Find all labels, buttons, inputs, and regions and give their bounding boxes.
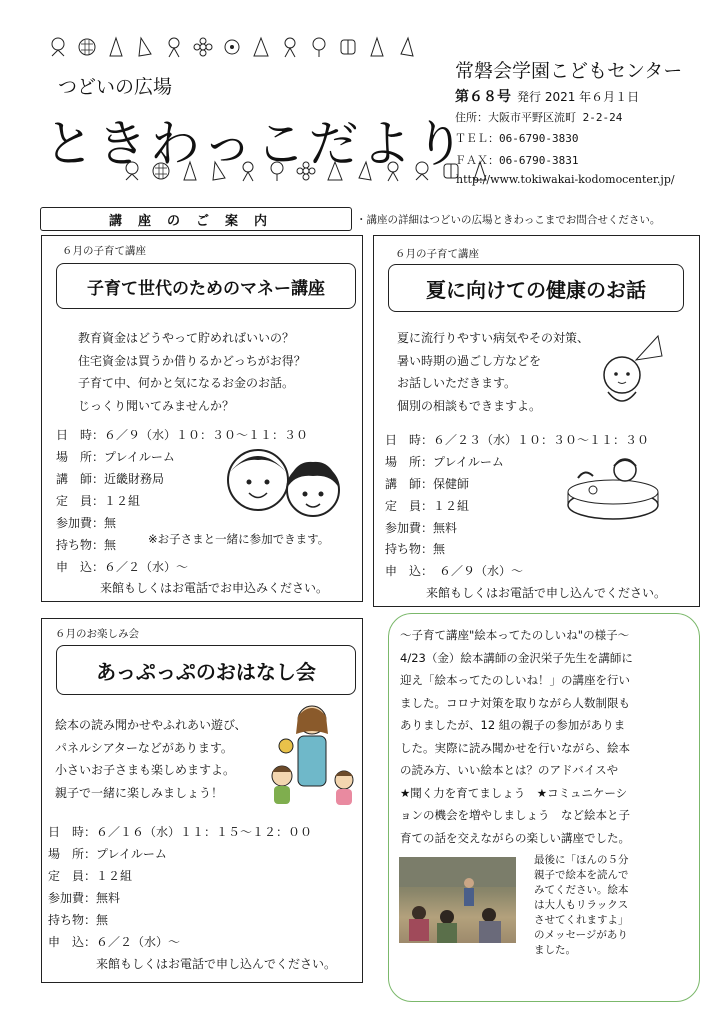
course-intro: [78, 327, 306, 417]
doodle-face-icon: [122, 160, 142, 182]
organization-name: 常磐会学園こどもセンター: [455, 60, 683, 82]
course-intro: [55, 714, 247, 804]
intro-line: 親子で一緒に楽しみましょう！: [55, 785, 224, 800]
doodle-rocket-icon: [106, 36, 126, 58]
course-place: 場 所：プレイルーム: [48, 847, 167, 861]
doodle-face-icon: [267, 160, 287, 182]
doodle-flower-icon: [296, 160, 316, 182]
doodle-rocket-icon: [135, 36, 155, 58]
course-apply-method: 来館もしくはお電話でお申込みください。: [100, 581, 329, 595]
intro-line: 住宅資金は買うか借りるかどっちがお得？: [78, 353, 306, 368]
doodle-rocket-icon: [325, 160, 345, 182]
intro-line: 子育て中、何かと気になるお金のお話。: [78, 376, 295, 390]
children-faces-illustration: [213, 438, 348, 523]
course-apply-method: 来館もしくはお電話で申し込んでください。: [426, 586, 667, 600]
course-tag: ６月の子育て講座: [62, 245, 146, 257]
intro-line: お話しいただきます。: [397, 376, 517, 390]
course-capacity: 定 員：１２組: [48, 869, 133, 883]
page-title: ときわっこだより: [44, 115, 468, 173]
doodle-doll-icon: [383, 160, 403, 182]
intro-line: 絵本の読み聞かせやふれあい遊び、: [55, 718, 247, 732]
doodle-rocket-icon: [396, 36, 416, 58]
doodle-doll-icon: [238, 160, 258, 182]
doodle-ball-icon: [338, 36, 358, 58]
report-line: した。実際に読み聞かせを行いながら、絵本: [400, 740, 630, 755]
course-date: 日 時：６／９（水）１０：３０～１１：３０: [56, 428, 309, 442]
course-bring: 持ち物：無: [385, 542, 446, 556]
course-place: 場 所：プレイルーム: [56, 450, 175, 464]
intro-line: じっくり聞いてみませんか？: [78, 398, 235, 413]
course-lecturer: 講 師：保健師: [385, 477, 470, 491]
address: 住所：大阪市平野区流町 2-2-24: [455, 111, 623, 124]
course-bring: 持ち物：無: [56, 538, 117, 552]
fax: ＦＡＸ：06-6790-3831: [455, 154, 579, 167]
course-apply: 申 込：６／２（水）～: [48, 935, 181, 949]
course-title: [388, 264, 684, 312]
doodle-doll-icon: [164, 36, 184, 58]
doodle-face-icon: [48, 36, 68, 58]
doodle-rocket-icon: [251, 36, 271, 58]
course-bring: 持ち物：無: [48, 913, 109, 927]
course-note: ※お子さまと一緒に参加できます。: [148, 532, 330, 546]
doodle-rocket-icon: [367, 36, 387, 58]
section-banner: [40, 207, 352, 231]
doodle-rocket-icon: [209, 160, 229, 182]
baby-with-fan-illustration: [596, 330, 666, 410]
report-line: ョンの機会を増やしましょう など絵本と子: [400, 808, 630, 822]
course-date: 日 時：６／２３（水）１０：３０～１１：３０: [385, 433, 650, 447]
doodle-doll-icon: [280, 36, 300, 58]
doodle-ball-icon: [151, 160, 171, 182]
header-subtitle: つどいの広場: [58, 76, 173, 98]
course-intro: [397, 327, 589, 417]
doodle-face-icon: [309, 36, 329, 58]
course-capacity: 定 員：１２組: [385, 499, 470, 513]
course-capacity: 定 員：１２組: [56, 494, 141, 508]
intro-line: 教育資金はどうやって貯めればいいの？: [78, 331, 295, 345]
course-apply: 申 込： ６／９（水）～: [385, 564, 524, 578]
caption-line: みてください。絵本: [534, 884, 629, 896]
course-place: 場 所：プレイルーム: [385, 455, 504, 469]
doodle-face-icon: [412, 160, 432, 182]
doodle-ball-icon: [77, 36, 97, 58]
child-in-pool-illustration: [563, 450, 663, 525]
doodle-row-bottom: [122, 160, 490, 182]
course-tag: ６月のお楽しみ会: [55, 628, 139, 640]
report-line: ★聞く力を育てましょう ★コミュニケーシ: [400, 785, 628, 800]
course-title: [56, 263, 356, 309]
doodle-rocket-icon: [180, 160, 200, 182]
intro-line: 小さいお子さまも楽しめますよ。: [55, 763, 236, 777]
doodle-row-top: [48, 36, 416, 58]
caption-line: 最後に「ほんの５分: [534, 854, 629, 866]
intro-line: 個別の相談もできますよ。: [397, 398, 542, 413]
issue-number: 第６８号: [455, 89, 511, 105]
intro-line: 暑い時期の過ごし方などを: [397, 353, 542, 368]
report-heading: ～子育て講座"絵本ってたのしいね"の様子～: [400, 628, 630, 642]
course-apply-method: 来館もしくはお電話で申し込んでください。: [96, 957, 337, 971]
course-fee: 参加費：無料: [385, 521, 458, 535]
report-line: 4/23（金）絵本講師の金沢栄子先生を講師に: [400, 650, 633, 665]
course-apply: 申 込：６／２（水）～: [56, 560, 189, 574]
report-line: の読み方、いい絵本とは？のアドバイスや: [400, 763, 619, 777]
course-title: [56, 645, 356, 695]
website-url[interactable]: http://www.tokiwakai-kodomocenter.jp/: [456, 173, 675, 186]
caption-line: のメッセージがあり: [534, 929, 628, 941]
report-line: ました。コロナ対策を取りながら人数制限も: [400, 695, 630, 710]
doodle-flower-icon: [222, 36, 242, 58]
caption-line: ました。: [534, 944, 576, 956]
course-fee: 参加費：無料: [48, 891, 121, 905]
issue-date: 発行 2021 年６月１日: [517, 90, 640, 104]
doodle-rocket-icon: [354, 160, 374, 182]
banner-note: ・講座の詳細はつどいの広場ときわっこまでお問合せください。: [356, 214, 661, 226]
teacher-with-children-illustration: [264, 700, 359, 810]
course-tag: ６月の子育て講座: [395, 248, 479, 260]
course-lecturer: 講 師：近畿財務局: [56, 472, 165, 486]
course-title-text: 子育て世代のためのマネー講座: [87, 278, 325, 299]
report-line: ありましたが、12 組の親子の参加がありま: [400, 718, 626, 732]
course-title-text: あっぷっぷのおはなし会: [96, 659, 316, 684]
caption-line: させてくれますよ」: [534, 914, 629, 926]
caption-line: 親子で絵本を読んで: [534, 869, 629, 881]
report-text: [400, 624, 688, 849]
issue-line: [455, 86, 639, 106]
course-fee: 参加費：無: [56, 516, 117, 530]
banner-label: 講座のご案内: [108, 213, 283, 229]
doodle-flower-icon: [193, 36, 213, 58]
course-title-text: 夏に向けての健康のお話: [426, 277, 646, 302]
lecture-photo-figures: [399, 857, 516, 943]
intro-line: パネルシアターなどがあります。: [55, 740, 233, 755]
report-line: 育ての話を交えながらの楽しい講座でした。: [400, 830, 630, 845]
course-date: 日 時：６／１６（水）１１：１５～１２：００: [48, 825, 313, 839]
intro-line: 夏に流行りやすい病気やその対策、: [397, 331, 590, 345]
telephone: ＴＥＬ：06-6790-3830: [455, 132, 579, 145]
photo-caption: [534, 853, 684, 958]
caption-line: は大人もリラックス: [534, 899, 629, 911]
lecture-photo: [399, 857, 516, 943]
report-line: 迎え「絵本ってたのしいね！」の講座を行い: [400, 673, 630, 687]
